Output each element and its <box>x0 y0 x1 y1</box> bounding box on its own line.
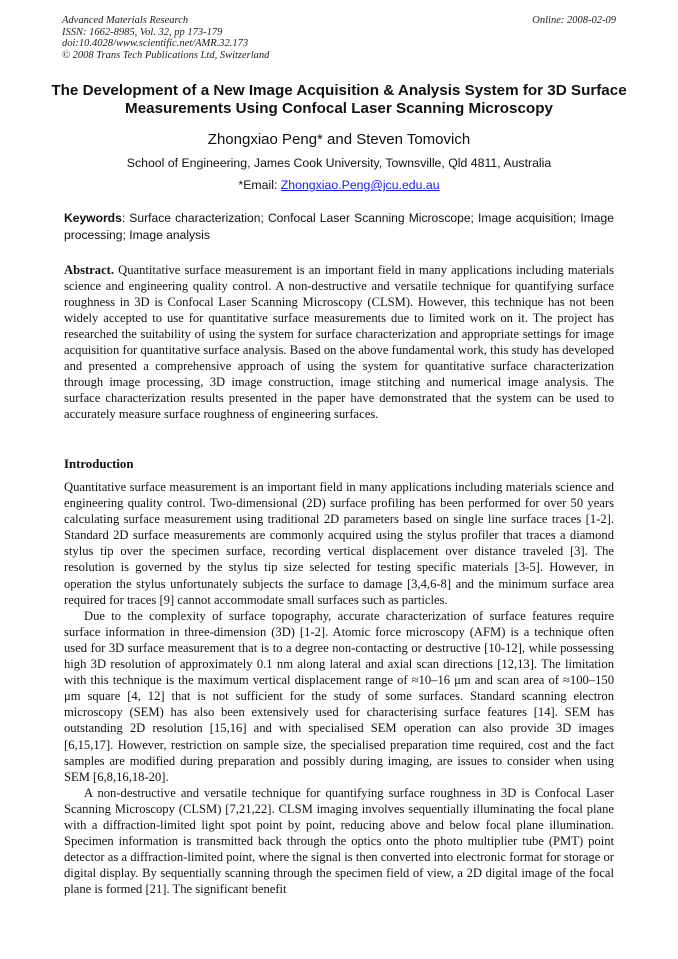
journal-header <box>62 15 269 61</box>
journal-doi: doi:10.4028/www.scientific.net/AMR.32.173 <box>62 38 249 49</box>
abstract-label: Abstract. <box>64 263 115 277</box>
journal-issn: ISSN: 1662-8985, Vol. 32, pp 173-179 <box>62 26 223 38</box>
paper-authors: Zhongxiao Peng* and Steven Tomovich <box>207 131 471 148</box>
introduction-body <box>64 479 614 897</box>
email-label: *Email: <box>238 178 281 192</box>
intro-paragraph-3: A non-destructive and versatile technique for quantifying surface roughness in 3D is Confocal Laser Scanning Microscopy (CLSM) [7,21,22]. CLSM imaging involves sequentially illuminating the focal plane with a diffraction-limited light spot point by point, reducing above and below focal plane illumination. Specimen information is transmitted back through the optics onto the photo multiplier tube (PMT) point detector as a diffraction-limited point, where the signal is then converted into electronic format for storage or digital display. By sequentially scanning through the specimen field of view, a 2D digital image of the focal plane is formed [21]. The significant benefit <box>64 785 614 897</box>
intro-paragraph-1: Quantitative surface measurement is an important field in many applications including materials science and engineering quality control. Two-dimensional (2D) surface profiling has been performed for over 50 years calculating surface measurement using traditional 2D parameters based on single line surface traces [1-2]. Standard 2D surface measurements are commonly acquired using the stylus profiler that traces a diamond stylus tip over the specimen surface, recording vertical displacement over distance traveled [3]. The resolution is governed by the stylus tip size selected for testing specific materials [3-5]. However, in operation the stylus unfortunately subjects the surface to damage [3,4,6-8] and the minimum surface area required for traces [9] cannot accommodate small surfaces such as particles. <box>64 480 614 607</box>
paper-title: The Development of a New Image Acquisition & Analysis System for 3D Surface Measurements Using Confocal Laser Scanning Microscopy <box>51 82 627 117</box>
keywords-section <box>64 210 614 244</box>
introduction-heading: Introduction <box>64 457 134 471</box>
email-line <box>0 178 678 192</box>
paper-affiliation: School of Engineering, James Cook University, Townsville, Qld 4811, Australia <box>126 156 552 170</box>
intro-paragraph-2: Due to the complexity of surface topography, accurate characterization of surface features require surface information in three-dimension (3D) [1-2]. Atomic force microscopy (AFM) is a technique often used for 3D surface measurement that is to a degree non-contacting or destructive [10-12], while possessing high 3D resolution of approximately 0.1 nm along lateral and axial scan directions [12,13]. The limitation with this technique is the maximum vertical displacement range of ≈10–16 μm and scan area of ≈100–150 μm square [4, 12] that is not sufficient for the study of some surfaces. Standard scanning electron microscopy (SEM) has also been extensively used for characterising surface features [14]. SEM has outstanding 2D resolution [15,16] and with specialised SEM operation can also provide 3D images [6,15,17]. However, restriction on sample size, the specialised preparation time required, cost and the fact samples are modified during preparation and possibly during imaging, are issues to consider when using SEM [6,8,16,18-20]. <box>64 608 614 784</box>
email-link[interactable]: Zhongxiao.Peng@jcu.edu.au <box>280 178 440 192</box>
journal-copyright: © 2008 Trans Tech Publications Ltd, Switzerland <box>62 49 270 61</box>
keywords-label: Keywords <box>64 211 122 225</box>
abstract-text: Quantitative surface measurement is an important field in many applications including materials science and engineering quality control. A non-destructive and versatile technique for quantifying surface roughness in 3D is Confocal Laser Scanning Microscopy (CLSM). However, this technique has not been widely accepted to use for quantitative surface measurements due to limited work on it. The project has researched the suitability of using the system for surface characterization and appropriate settings for image acquisition for quantitative surface analysis. Based on the above fundamental work, this study has developed and presented a comprehensive approach of using the system for quantitative surface characterization through image processing, 3D image construction, image stitching and numerical image analysis. The surface characterization results presented in the paper have demonstrated that the system can be used to accurately measure surface roughness of engineering surfaces. <box>64 263 614 421</box>
online-date: Online: 2008-02-09 <box>532 15 616 26</box>
keywords-text: : Surface characterization; Confocal Laser Scanning Microscope; Image acquisition; Image processing; Image analysis <box>64 211 614 242</box>
journal-name: Advanced Materials Research <box>62 15 189 26</box>
abstract-section <box>64 262 614 422</box>
